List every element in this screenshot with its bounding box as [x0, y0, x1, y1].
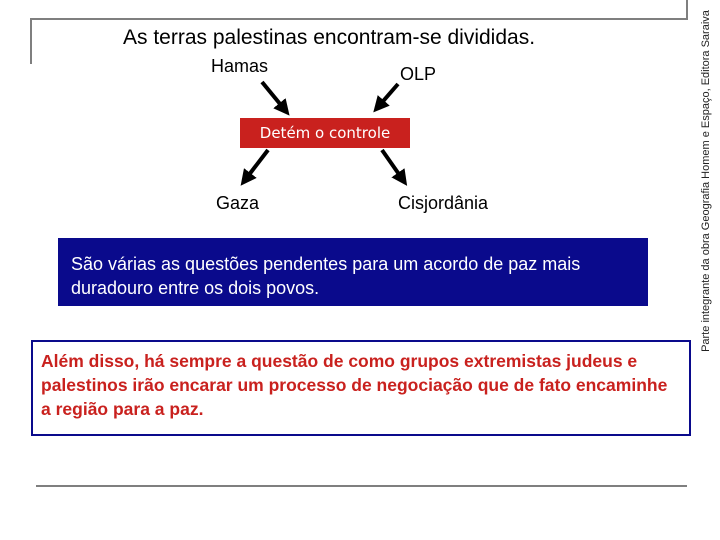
arrow-olp-to-control [378, 84, 398, 107]
arrow-control-to-cisjordania [382, 150, 403, 180]
control-label-box [240, 118, 410, 148]
bottom-divider [36, 485, 687, 487]
info-box [58, 238, 648, 306]
actor-hamas-label: Hamas [211, 56, 269, 76]
slide-title: As terras palestinas encontram-se divididas. [123, 26, 536, 49]
control-label-text: Detém o controle [259, 124, 391, 142]
note-box [31, 340, 691, 436]
territory-cisjordania-label: Cisjordânia [398, 193, 489, 213]
side-credit-text: Parte integrante da obra Geografia Homem e Espaço, Editora Saraiva [700, 10, 712, 352]
territory-gaza-label: Gaza [216, 193, 260, 213]
info-box-text: São várias as questões pendentes para um acordo de paz mais duradouro entre os dois povos. [71, 254, 581, 298]
actor-olp-label: OLP [400, 64, 437, 84]
arrow-hamas-to-control [262, 82, 285, 110]
arrow-control-to-gaza [245, 150, 268, 180]
note-box-text: Além disso, há sempre a questão de como grupos extremistas judeus e palestinos irão encarar um processo de negociação que de fato encaminhe a região para a paz. [41, 351, 668, 419]
